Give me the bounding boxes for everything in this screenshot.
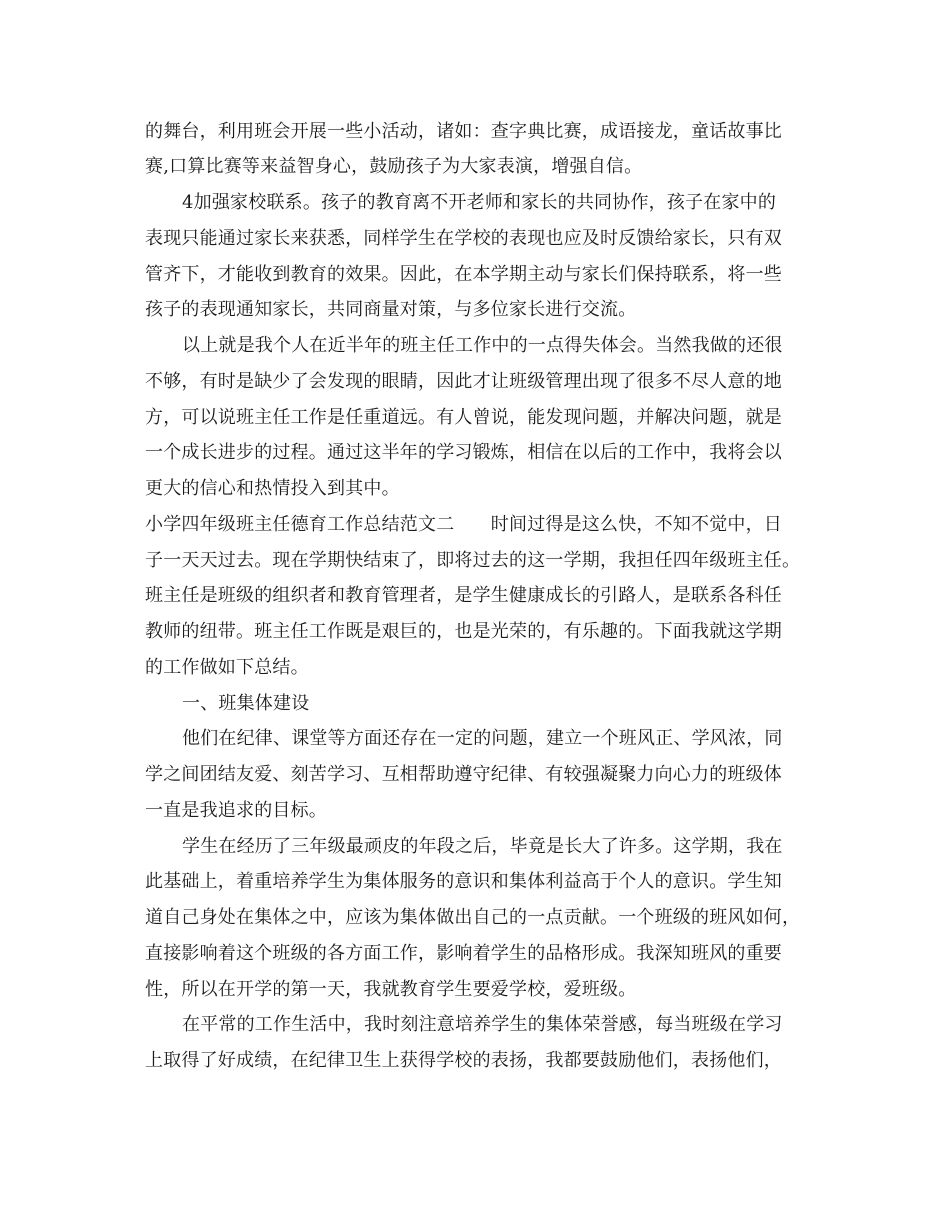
text-line: 此基础上，着重培养学生为集体服务的意识和集体利益高于个人的意识。学生知 xyxy=(145,871,782,892)
text-line: 的工作做如下总结。 xyxy=(145,657,309,678)
text-line: 班主任是班级的组织者和教育管理者，是学生健康成长的引路人，是联系各科任 xyxy=(145,585,782,606)
text-line: 上取得了好成绩，在纪律卫生上获得学校的表扬，我都要鼓励他们，表扬他们， xyxy=(145,1050,782,1071)
text-line: 子一天天过去。现在学期快结束了，即将过去的这一学期，我担任四年级班主任。 xyxy=(145,550,801,571)
text-line: 方，可以说班主任工作是任重道远。有人曾说，能发现问题，并解决问题，就是 xyxy=(145,407,782,428)
text-line: 教师的纽带。班主任工作既是艰巨的，也是光荣的，有乐趣的。下面我就这学期 xyxy=(145,621,782,642)
text-line: 一个成长进步的过程。通过这半年的学习锻炼，相信在以后的工作中，我将会以 xyxy=(145,442,782,463)
text-line: 性，所以在开学的第一天，我就教育学生要爱学校，爱班级。 xyxy=(145,979,637,1000)
text-line: 管齐下，才能收到教育的效果。因此，在本学期主动与家长们保持联系，将一些 xyxy=(145,264,782,285)
text-line: 道自己身处在集体之中，应该为集体做出自己的一点贡献。一个班级的班风如何， xyxy=(145,907,801,928)
paragraph-first-line: 以上就是我个人在近半年的班主任工作中的一点得失体会。当然我做的还很 xyxy=(182,335,783,356)
text-line: 赛,口算比赛等来益智身心，鼓励孩子为大家表演，增强自信。 xyxy=(145,156,643,177)
text-line: 一直是我追求的目标。 xyxy=(145,800,327,821)
text-line: 不够，有时是缺少了会发现的眼睛，因此才让班级管理出现了很多不尽人意的地 xyxy=(145,371,782,392)
text-line: 学之间团结友爱、刻苦学习、互相帮助遵守纪律、有较强凝聚力向心力的班级体 xyxy=(145,764,782,785)
paragraph-first-line: 学生在经历了三年级最顽皮的年段之后，毕竟是长大了许多。这学期，我在 xyxy=(182,836,783,857)
paragraph-first-line: 4加强家校联系。孩子的教育离不开老师和家长的共同协作，孩子在家中的 xyxy=(182,192,777,213)
text-line: 表现只能通过家长来获悉，同样学生在学校的表现也应及时反馈给家长，只有双 xyxy=(145,228,782,249)
text-line: 孩子的表现通知家长，共同商量对策，与多位家长进行交流。 xyxy=(145,299,637,320)
paragraph-first-line: 他们在纪律、课堂等方面还存在一定的问题，建立一个班风正、学风浓，同 xyxy=(182,728,783,749)
paragraph-first-line: 在平常的工作生活中，我时刻注意培养学生的集体荣誉感，每当班级在学习 xyxy=(182,1014,783,1035)
text-line: 直接影响着这个班级的各方面工作，影响着学生的品格形成。我深知班风的重要 xyxy=(145,943,782,964)
text-line: 的舞台，利用班会开展一些小活动，诸如：查字典比赛，成语接龙，童话故事比 xyxy=(145,121,782,142)
section-title-line: 小学四年级班主任德育工作总结范文二 时间过得是这么快，不知不觉中，日 xyxy=(145,514,782,535)
section-heading: 一、班集体建设 xyxy=(182,693,310,714)
text-line: 更大的信心和热情投入到其中。 xyxy=(145,478,400,499)
